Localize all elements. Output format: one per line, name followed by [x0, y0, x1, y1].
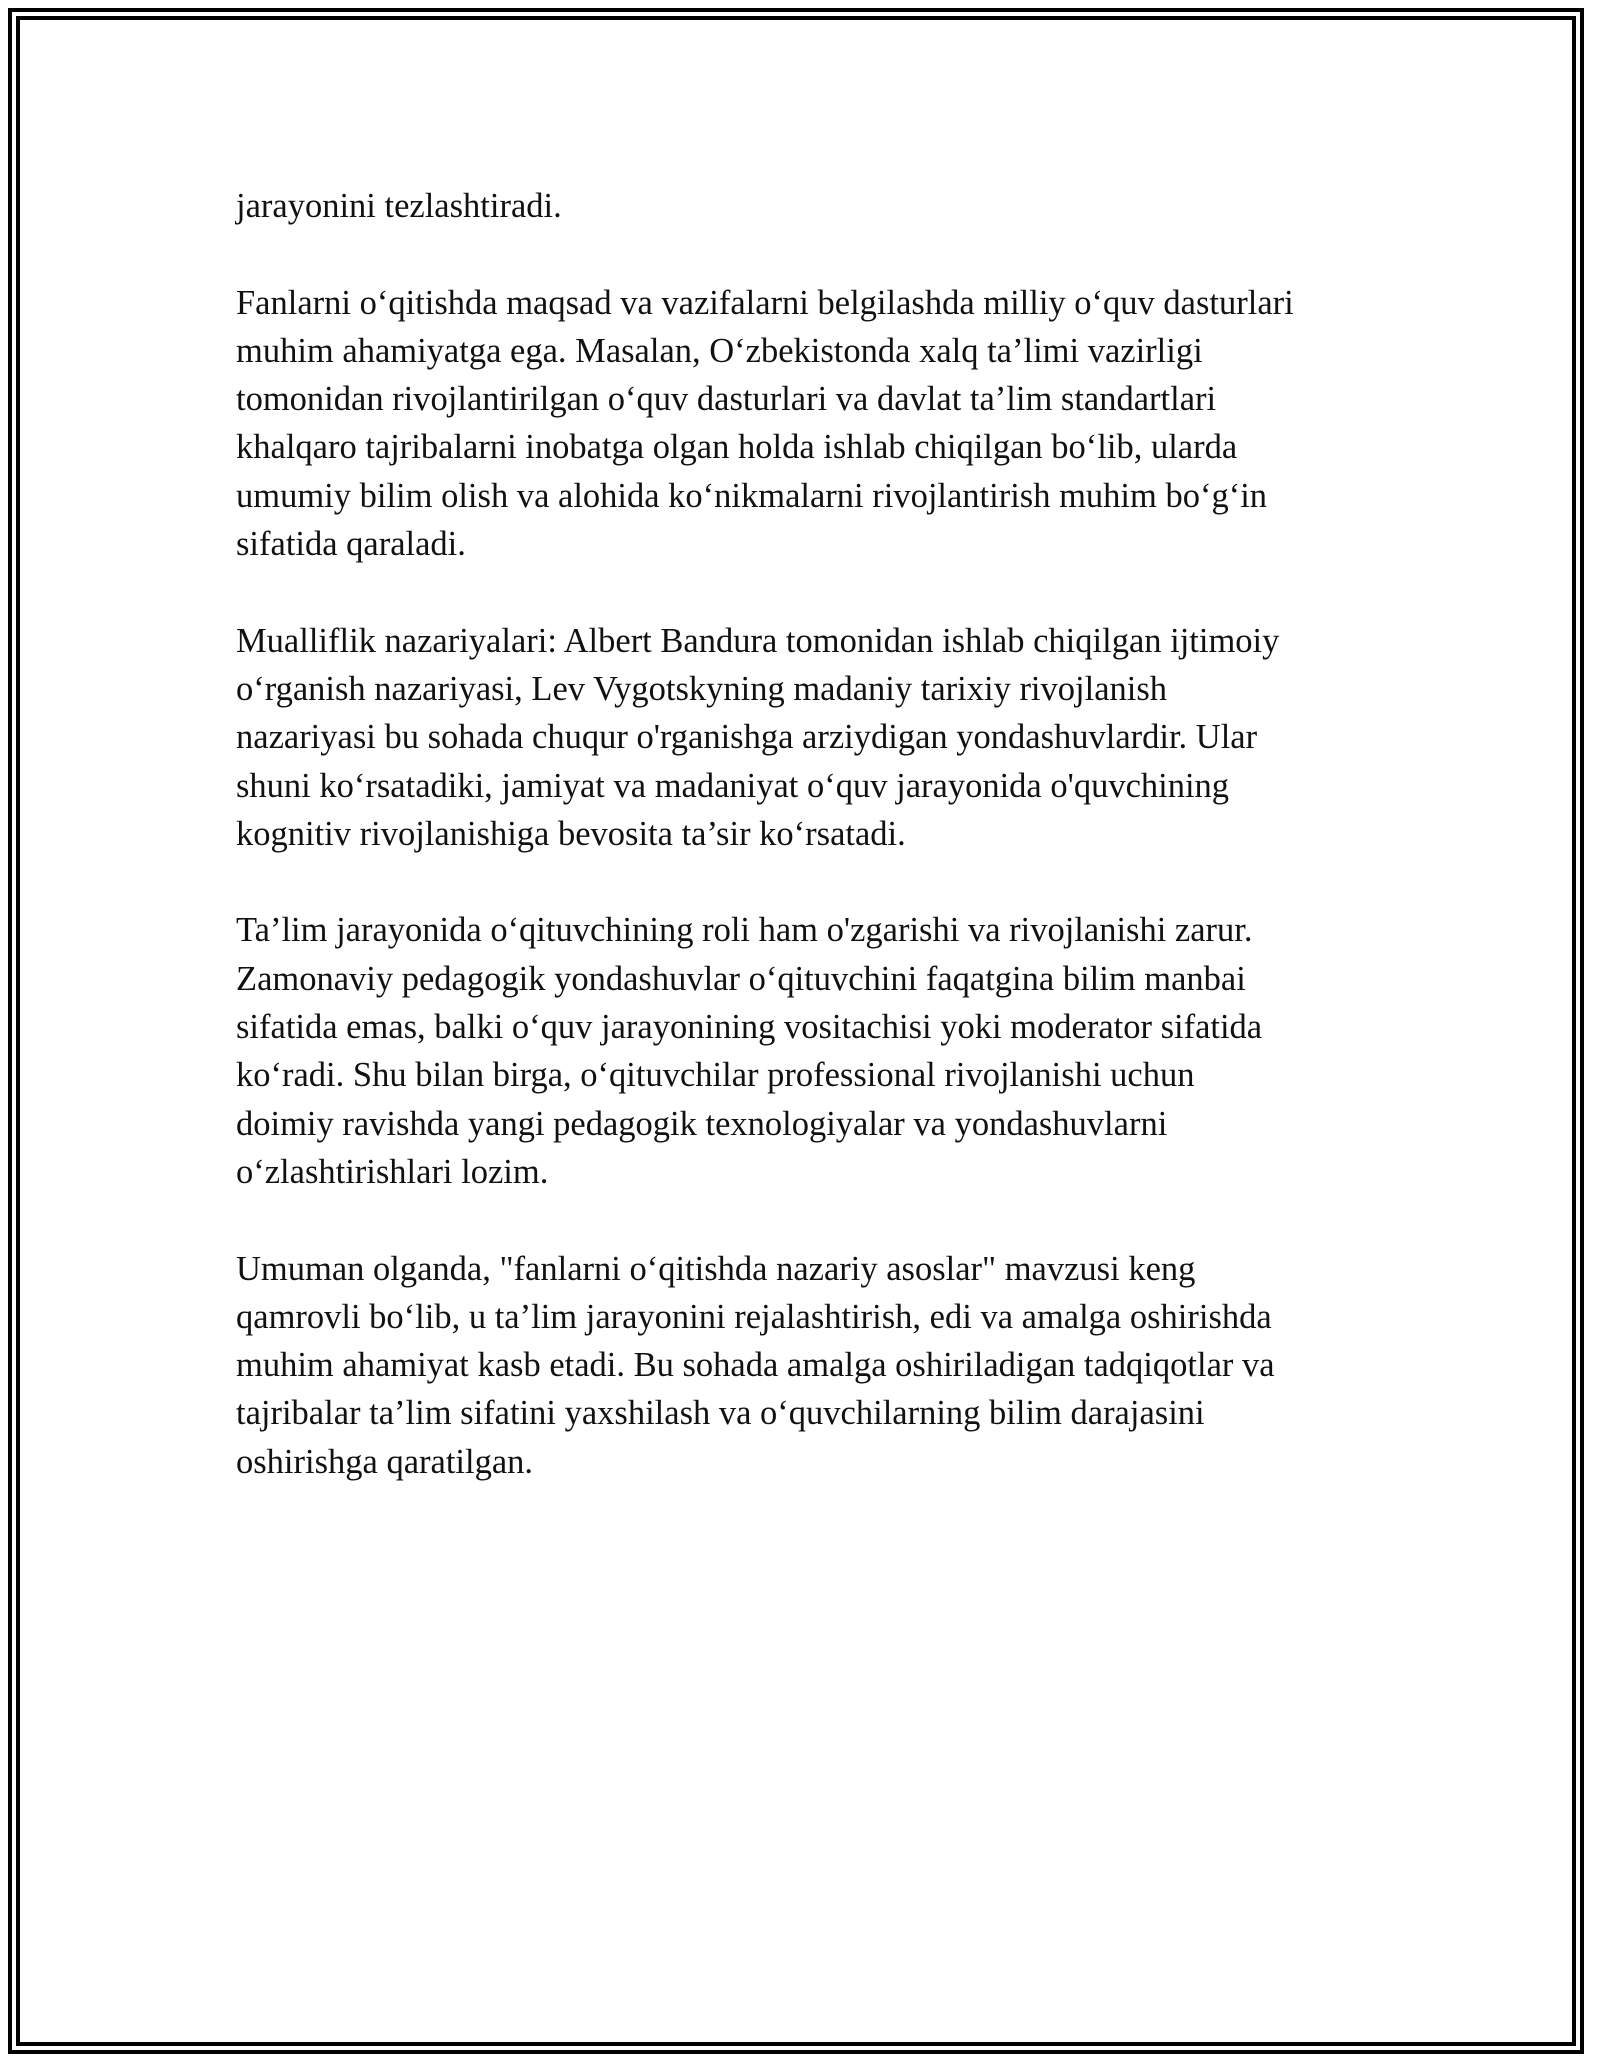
paragraph-2: Fanlarni o‘qitishda maqsad va vazifalarni belgilashda milliy o‘quv dasturlari muhim ahamiyatga ega. Masalan, O‘zbekistonda xalq ta’limi vazirligi tomonidan rivojlantirilgan o‘quv dasturlari va davlat ta’lim standartlari khalqaro tajribalarni inobatga olgan holda ishlab chiqilgan bo‘lib, ularda umumiy bilim olish va alohida ko‘nikmalarni rivojlantirish muhim bo‘g‘in sifatida qaraladi. [236, 283, 1294, 564]
paragraph-1: jarayonini tezlashtiradi. [236, 187, 562, 225]
paragraph-5: Umuman olganda, "fanlarni o‘qitishda nazariy asoslar" mavzusi keng qamrovli bo‘lib, u ta’lim jarayonini rejalashtirish, edi va amalga oshirishda muhim ahamiyat kasb etadi. Bu sohada amalga oshiriladigan tadqiqotlar va tajribalar ta’lim sifatini yaxshilash va o‘quvchilarning bilim darajasini oshirishga qaratilgan. [236, 1249, 1275, 1481]
document-body [236, 182, 1386, 1534]
paragraph-3: Mualliflik nazariyalari: Albert Bandura tomonidan ishlab chiqilgan ijtimoiy o‘rganish nazariyasi, Lev Vygotskyning madaniy tarixiy rivojlanish nazariyasi bu sohada chuqur o'rganishga arziydigan yondashuvlardir. Ular shuni ko‘rsatadiki, jamiyat va madaniyat o‘quv jarayonida o'quvchining kognitiv rivojlanishiga bevosita ta’sir ko‘rsatadi. [236, 621, 1280, 853]
paragraph-4: Ta’lim jarayonida o‘qituvchining roli ham o'zgarishi va rivojlanishi zarur. Zamonaviy pedagogik yondashuvlar o‘qituvchini faqatgina bilim manbai sifatida emas, balki o‘quv jarayonining vositachisi yoki moderator sifatida ko‘radi. Shu bilan birga, o‘qituvchilar professional rivojlanishi uchun doimiy ravishda yangi pedagogik texnologiyalar va yondashuvlarni o‘zlashtirishlari lozim. [236, 911, 1263, 1191]
